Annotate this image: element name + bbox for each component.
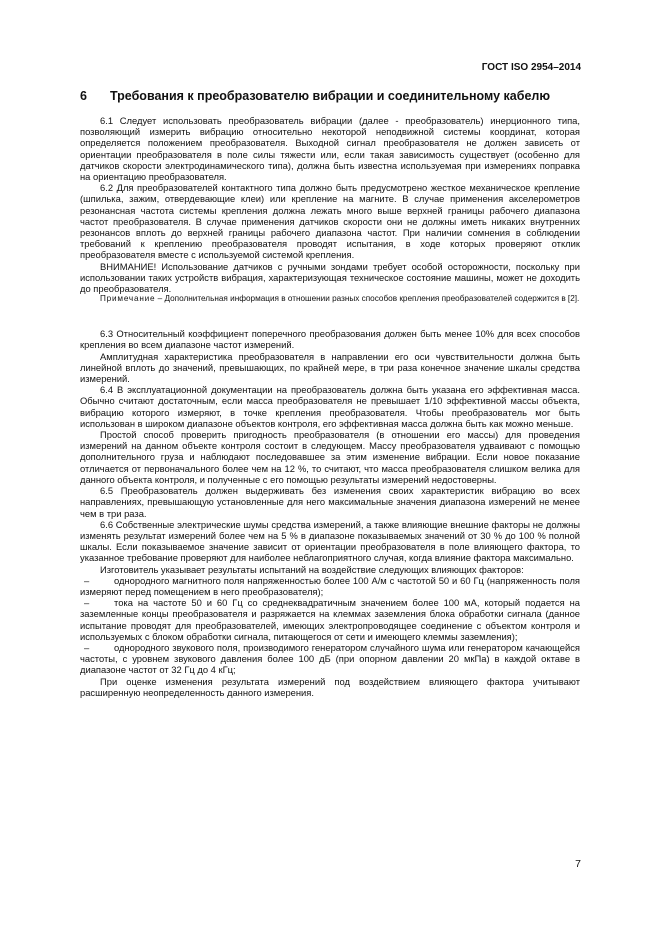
dash-marker: – bbox=[84, 574, 90, 586]
paragraph-6-5: 6.5 Преобразователь должен выдерживать без изменения своих характеристик вибрацию во всех направлениях, превышающую установленные для него максимальные значения диапазона измерений не менее чем в три раза. bbox=[80, 485, 580, 519]
paragraph-6-2: 6.2 Для преобразователей контактного типа должно быть предусмотрено жесткое механическое крепление (шпилька, зажим, отвердевающие клеи) или крепление на магните. В случае применения акселерометров резонансная частота системы крепления должна лежать много выше верхней границы рабочего диапазона частот преобразователя. В случае применения датчиков скорости они не должны иметь никаких внутренних резонансов вплоть до верхней границы рабочего диапазона частот. При наличии сомнения в соблюдении требований к креплению преобразователя проводят испытания, в ходе которых проверяют отклик преобразователя вместе с используемой системой крепления. bbox=[80, 182, 580, 261]
paragraph-6-6: 6.6 Собственные электрические шумы средства измерений, а также влияющие внешние факторы не должны изменять результат измерений более чем на 5 % в диапазоне показываемых значений от 30 % до 100 % полной шкалы. Если показываемое значение зависит от ориентации преобразователя в поле влияющего фактора, то указанное требование проверяют для наиболее неблагоприятного случая, когда влияние фактора максимально. bbox=[80, 518, 580, 564]
list-item-sound-field bbox=[80, 642, 580, 676]
dash-marker: – bbox=[84, 597, 90, 609]
note-paragraph bbox=[80, 294, 580, 304]
section-number: 6 bbox=[80, 89, 87, 103]
section-heading bbox=[80, 89, 580, 103]
list-item-text: однородного звукового поля, производимого генератором случайного шума или генератором качающейся частоты, с уровнем звукового давления более 100 дБ (при опорном давлении 20 мкПа) в каждой октаве в диапазоне частот от 32 Гц до 4 кГц; bbox=[80, 641, 580, 676]
list-item-text: тока на частоте 50 и 60 Гц со среднеквадратичным значением более 100 мА, который подается на заземленные концы преобразователя и разряжается на клеммах заземления блока обработки сигнала (данное испытание проводят для преобразователей, имеющих электропроводящее соединение с объектом контроля и используемых с блоком обработки сигнала, питающегося от сети и имеющего клеммы заземления); bbox=[80, 597, 580, 642]
body-text bbox=[80, 115, 580, 698]
paragraph-6-1: 6.1 Следует использовать преобразователь вибрации (далее - преобразователь) инерционного типа, позволяющий измерить вибрацию относительно некоторой неподвижной системы координат, которая определяется положением преобразователя. Выходной сигнал преобразователя не должен зависеть от ориентации преобразователя в поле силы тяжести или, если такая зависимость существует (особенно для датчиков скорости электродинамического типа), должна быть известна используемая при измерениях поправка на ориентацию преобразователя. bbox=[80, 115, 580, 183]
paragraph-6-3: 6.3 Относительный коэффициент поперечного преобразования должен быть менее 10% для всех способов крепления во всем диапазоне частот измерений. bbox=[80, 328, 580, 351]
page-number: 7 bbox=[575, 858, 581, 870]
paragraph-6-4: 6.4 В эксплуатационной документации на преобразователь должна быть указана его эффективная масса. Обычно считают достаточным, если масса преобразователя не превышает 1/10 эффективной массы объекта, вибрацию которого измеряют, в точке крепления преобразователя. Чтобы преобразователь мог быть использован в широком диапазоне объектов контроля, его эффективная масса должна быть как можно меньше. bbox=[80, 384, 580, 429]
paragraph-mass-check: Простой способ проверить пригодность преобразователя (в отношении его массы) для проведения измерений на данном объекте контроля состоит в следующем. Массу преобразователя удваивают с помощью дополнительного груза и наблюдают последовавшее за этим изменение вибрации. Если новое показание отличается от первоначального более чем на 12 %, то считают, что масса преобразователя слишком велика для данного объекта контроля, и полученные с его помощью результаты измерений недостоверны. bbox=[80, 429, 580, 485]
note-text: – Дополнительная информация в отношении разных способов крепления преобразователей содержится в [2]. bbox=[155, 294, 580, 304]
paragraph-warning: ВНИМАНИЕ! Использование датчиков с ручными зондами требует особой осторожности, поскольку при использовании таких устройств вибрация, характеризующая техническое состояние машины, может не доходить до преобразователя. bbox=[80, 260, 580, 295]
list-item-current bbox=[80, 597, 580, 642]
dash-marker: – bbox=[84, 641, 90, 653]
note-label: Примечание bbox=[100, 294, 156, 304]
section-title: Требования к преобразователю вибрации и соединительному кабелю bbox=[110, 89, 551, 103]
paragraph-factors-intro: Изготовитель указывает результаты испытаний на воздействие следующих влияющих факторов: bbox=[100, 563, 524, 575]
list-item-magnetic-field bbox=[80, 575, 580, 597]
paragraph-linearity: Амплитудная характеристика преобразователя в направлении его оси чувствительности должна быть линейной вплоть до значений, превышающих, по крайней мере, в три раза конечное значение шкалы средства измерений. bbox=[80, 350, 580, 385]
paragraph-uncertainty: При оценке изменения результата измерений под воздействием влияющего фактора учитывают расширенную неопределенность данного измерения. bbox=[80, 675, 580, 698]
standard-designation: ГОСТ ISO 2954–2014 bbox=[481, 62, 581, 73]
list-item-text: однородного магнитного поля напряженностью более 100 А/м с частотой 50 и 60 Гц (напряженность поля измеряют перед помещением в него преобразователя); bbox=[80, 574, 580, 597]
